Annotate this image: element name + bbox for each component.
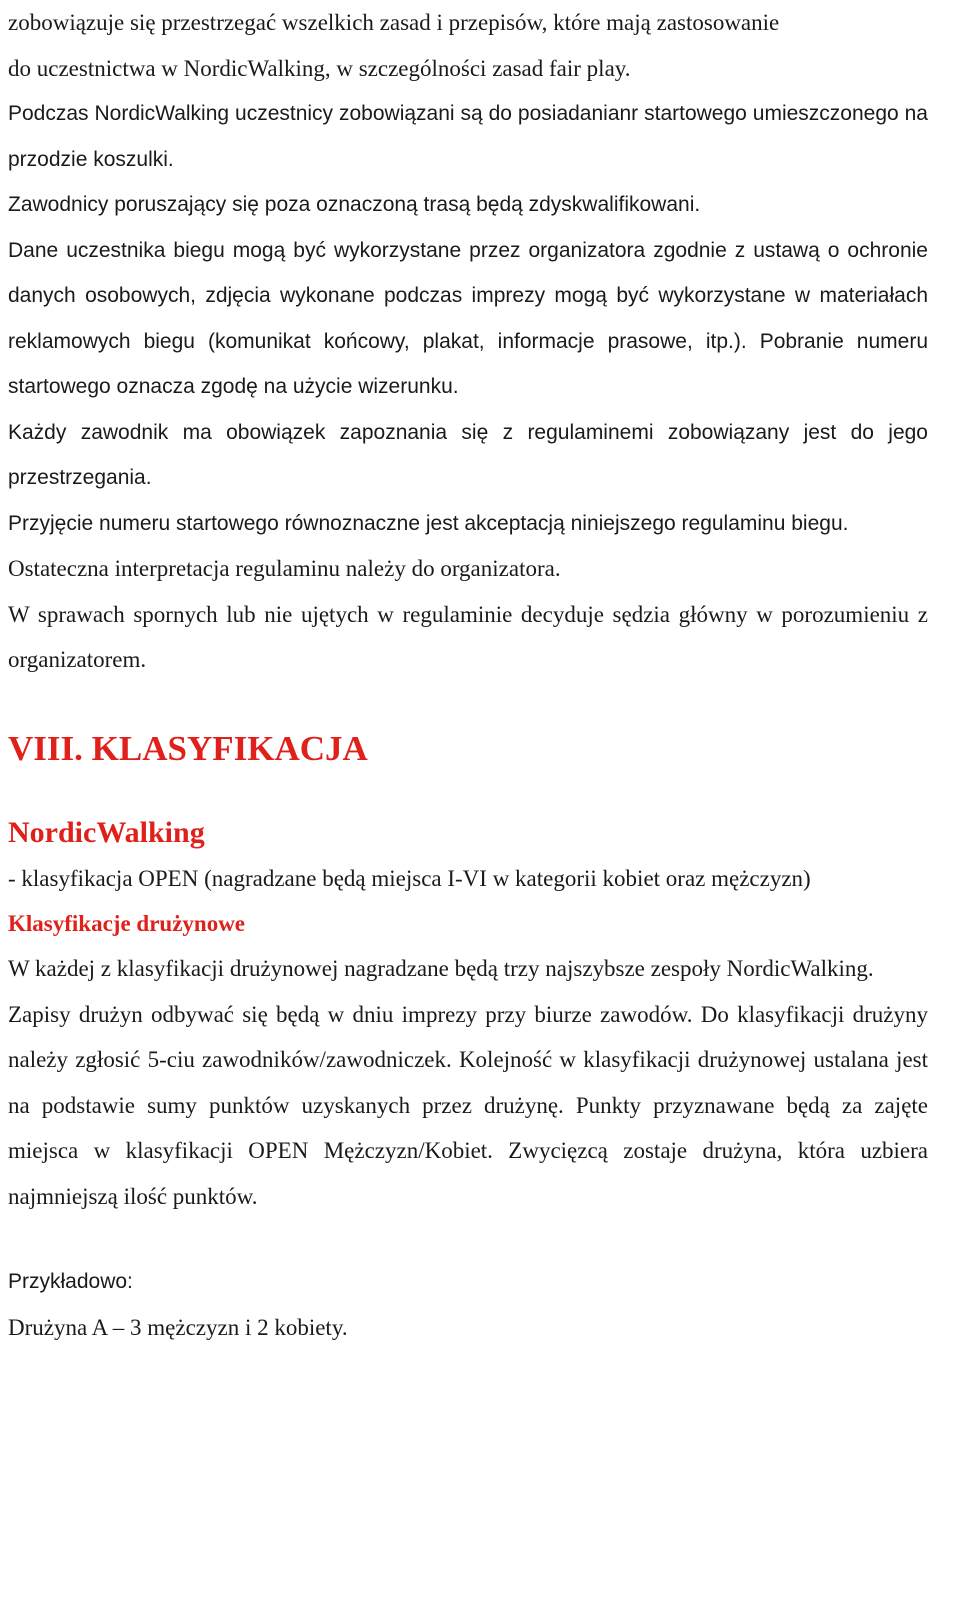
team-classification-heading: Klasyfikacje drużynowe — [8, 911, 246, 936]
paragraph-team-awards: W każdej z klasyfikacji drużynowej nagradzane będą trzy najszybsze zespoły NordicWalking. — [8, 956, 874, 981]
section-title: VIII. KLASYFIKACJA — [8, 728, 368, 768]
paragraph-acceptance: Przyjęcie numeru startowego równoznaczne jest akceptacją niniejszego regulaminu biegu. — [8, 511, 849, 535]
paragraph-personal-data: Dane uczestnika biegu mogą być wykorzystane przez organizatora zgodnie z ustawą o ochronie danych osobowych, zdjęcia wykonane podczas imprezy mogą być wykorzystane w materiałach reklamowych biegu (komunikat końcowy, plakat, informacje prasowe, itp.). Pobranie numeru startowego oznacza zgodę na użycie wizerunku. — [8, 238, 928, 398]
paragraph-disqualification: Zawodnicy poruszający się poza oznaczoną trasą będą zdyskwalifikowani. — [8, 193, 701, 216]
paragraph-open-classification: - klasyfikacja OPEN (nagradzane będą miejsca I-VI w kategorii kobiet oraz mężczyzn) — [8, 865, 811, 891]
paragraph-interpretation: Ostateczna interpretacja regulaminu należy do organizatora. — [8, 556, 561, 581]
paragraph-disputes: W sprawach spornych lub nie ujętych w regulaminie decyduje sędzia główny w porozumieniu z organizatorem. — [8, 601, 928, 672]
paragraph-rules-line2: do uczestnictwa w NordicWalking, w szczególności zasad fair play. — [8, 55, 631, 81]
paragraph-team-rules: Zapisy drużyn odbywać się będą w dniu imprezy przy biurze zawodów. Do klasyfikacji drużyny należy zgłosić 5-ciu zawodników/zawodniczek. Kolejność w klasyfikacji drużynowej ustalana jest na podstawie sumy punktów uzyskanych przez drużynę. Punkty przyznawane będą za zajęte miejsca w klasyfikacji OPEN Mężczyzn/Kobiet. Zwycięzcą zostaje drużyna, która uzbiera najmniejszą ilość punktów. — [8, 1001, 928, 1209]
paragraph-start-number: Podczas NordicWalking uczestnicy zobowiązani są do posiadanianr startowego umieszczonego na przodzie koszulki. — [8, 102, 928, 171]
document-page — [8, 0, 928, 1350]
section-subtitle: NordicWalking — [8, 815, 205, 849]
example-label: Przykładowo: — [8, 1270, 133, 1293]
paragraph-rules-line1: zobowiązuje się przestrzegać wszelkich zasad i przepisów, które mają zastosowanie — [8, 10, 780, 35]
example-line: Drużyna A – 3 mężczyzn i 2 kobiety. — [8, 1314, 348, 1340]
paragraph-obligation: Każdy zawodnik ma obowiązek zapoznania się z regulaminemi zobowiązany jest do jego przestrzegania. — [8, 420, 928, 489]
